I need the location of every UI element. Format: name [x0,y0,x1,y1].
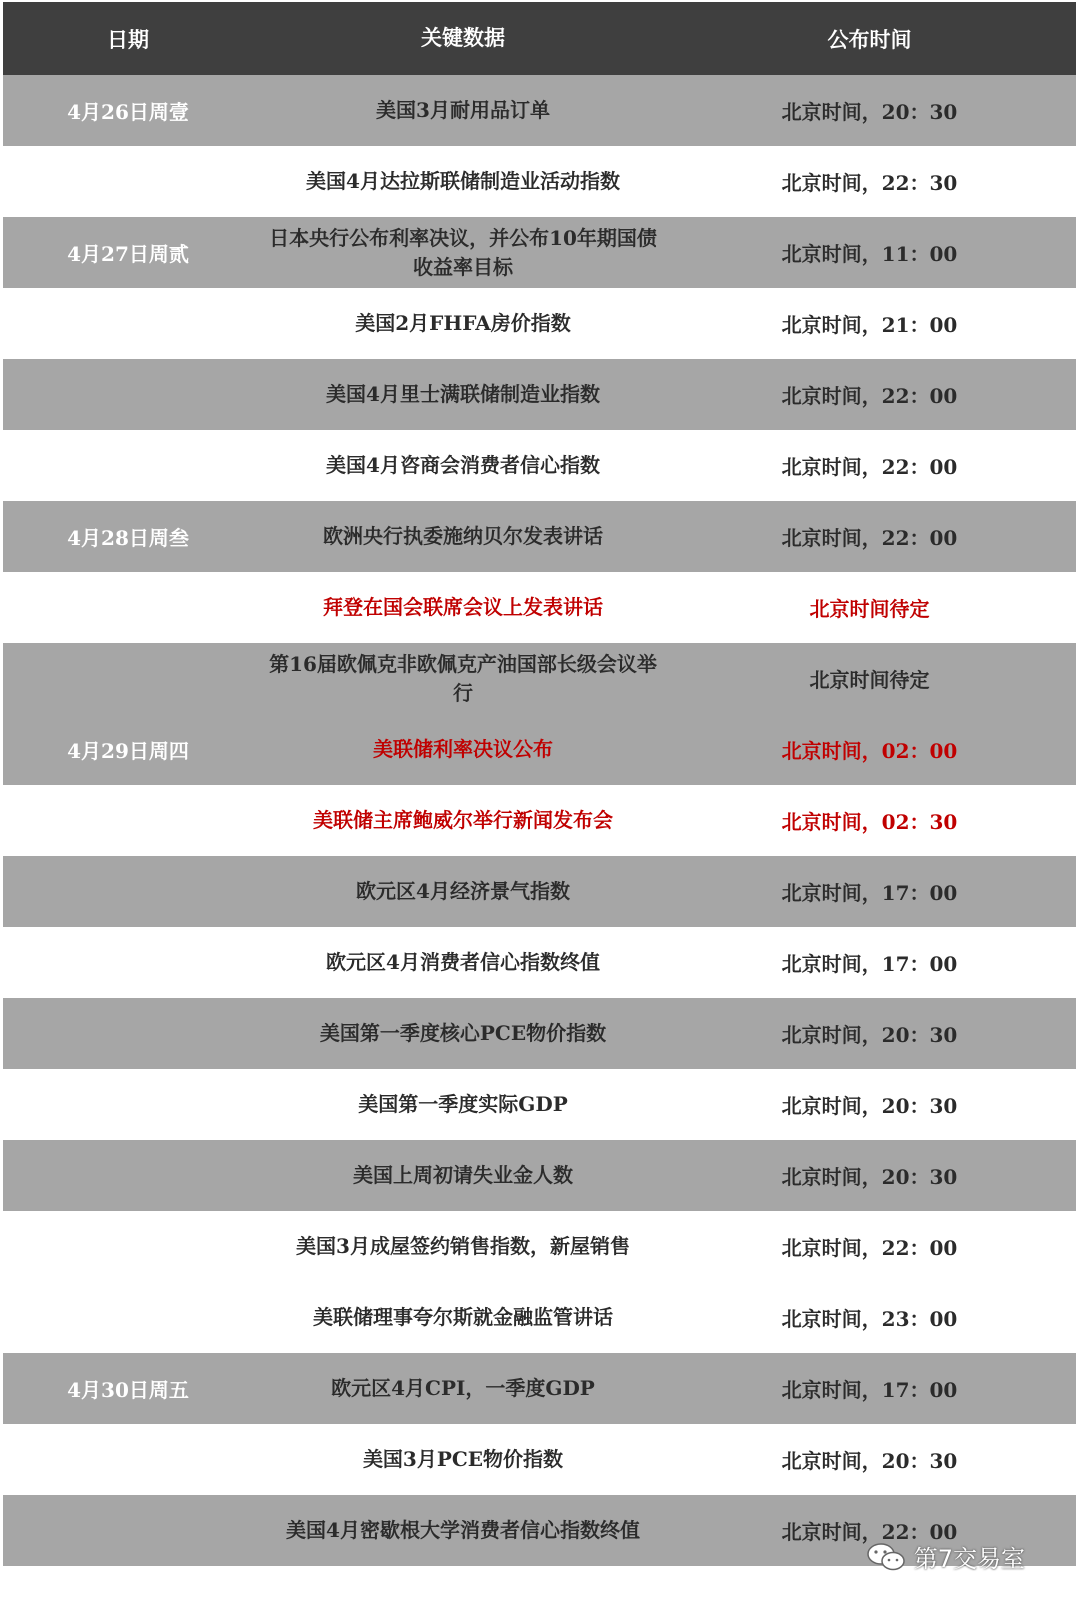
table-row [3,288,1076,359]
key-data-cell: 美国上周初请失业金人数 [353,1163,573,1187]
calendar-table [3,2,1076,1566]
release-time-cell: 北京时间，22：00 [781,384,958,408]
key-data-cell: 美联储利率决议公布 [373,737,553,761]
table-row [3,501,1076,572]
key-data-cell: 美国4月密歇根大学消费者信心指数终值 [286,1518,640,1542]
release-time-cell: 北京时间，17：00 [781,881,958,905]
release-time-cell: 北京时间，23：00 [781,1307,958,1331]
release-time-cell: 北京时间，17：00 [781,1378,958,1402]
date-cell: 4月27日周贰 [67,242,189,266]
key-data-cell: 拜登在国会联席会议上发表讲话 [323,595,603,619]
key-data-cell: 欧元区4月CPI，一季度GDP [331,1376,595,1400]
release-time-cell: 北京时间，02：30 [781,810,958,834]
table-body [3,75,1076,1566]
release-time-cell: 北京时间，22：00 [781,526,958,550]
key-data-cell: 美国3月成屋签约销售指数，新屋销售 [296,1234,630,1258]
watermark-text: 第7交易室 [913,1545,1025,1573]
header-key-data: 关键数据 [421,26,505,50]
release-time-cell: 北京时间，02：00 [781,739,958,763]
date-cell: 4月29日周四 [67,739,189,763]
key-data-cell: 美国4月咨商会消费者信心指数 [326,453,600,477]
release-time-cell: 北京时间，20：30 [781,1094,958,1118]
key-data-cell: 日本央行公布利率决议，并公布10年期国债收益率目标 [269,225,657,279]
key-data-cell: 美国3月PCE物价指数 [362,1447,564,1471]
release-time-cell: 北京时间待定 [809,597,930,621]
table-row [3,714,1076,785]
table-row [3,1211,1076,1282]
key-data-cell: 欧洲央行执委施纳贝尔发表讲话 [323,524,603,548]
release-time-cell: 北京时间，11：00 [781,242,958,266]
key-data-cell: 欧元区4月消费者信心指数终值 [326,950,600,974]
key-data-cell: 美联储主席鲍威尔举行新闻发布会 [313,808,613,832]
release-time-cell: 北京时间，20：30 [781,1165,958,1189]
watermark [866,1539,1025,1574]
table-row [3,785,1076,856]
date-cell: 4月26日周壹 [67,100,189,124]
table-row [3,643,1076,714]
table-row [3,146,1076,217]
header-release-time: 公布时间 [827,27,912,52]
table-header [3,2,1076,75]
release-time-cell: 北京时间，22：30 [781,171,958,195]
table-row [3,998,1076,1069]
date-cell: 4月30日周五 [67,1378,189,1402]
key-data-cell: 第16届欧佩克非欧佩克产油国部长级会议举行 [269,651,657,705]
release-time-cell: 北京时间待定 [809,668,930,692]
table-row [3,856,1076,927]
key-data-cell: 美国2月FHFA房价指数 [355,311,571,335]
table-row [3,1140,1076,1211]
key-data-cell: 美联储理事夸尔斯就金融监管讲话 [313,1305,613,1329]
table-row [3,217,1076,288]
release-time-cell: 北京时间，20：30 [781,100,958,124]
table-row [3,1069,1076,1140]
release-time-cell: 北京时间，22：00 [781,1520,958,1544]
release-time-cell: 北京时间，17：00 [781,952,958,976]
table-row [3,1424,1076,1495]
table-row [3,359,1076,430]
key-data-cell: 美国4月里士满联储制造业指数 [326,382,600,406]
key-data-cell: 美国3月耐用品订单 [376,98,550,122]
key-data-cell: 美国第一季度核心PCE物价指数 [319,1021,607,1045]
table-row [3,75,1076,146]
release-time-cell: 北京时间，22：00 [781,455,958,479]
date-cell: 4月28日周叁 [67,526,189,550]
key-data-cell: 欧元区4月经济景气指数 [356,879,570,903]
wechat-icon [866,1542,906,1572]
release-time-cell: 北京时间，21：00 [781,313,958,337]
release-time-cell: 北京时间，20：30 [781,1023,958,1047]
release-time-cell: 北京时间，22：00 [781,1236,958,1260]
key-data-cell: 美国第一季度实际GDP [358,1092,568,1116]
table-row [3,572,1076,643]
key-data-cell: 美国4月达拉斯联储制造业活动指数 [306,169,620,193]
release-time-cell: 北京时间，20：30 [781,1449,958,1473]
header-date: 日期 [107,27,149,52]
table-row [3,1353,1076,1424]
table-row [3,1282,1076,1353]
table-row [3,430,1076,501]
table-row [3,927,1076,998]
